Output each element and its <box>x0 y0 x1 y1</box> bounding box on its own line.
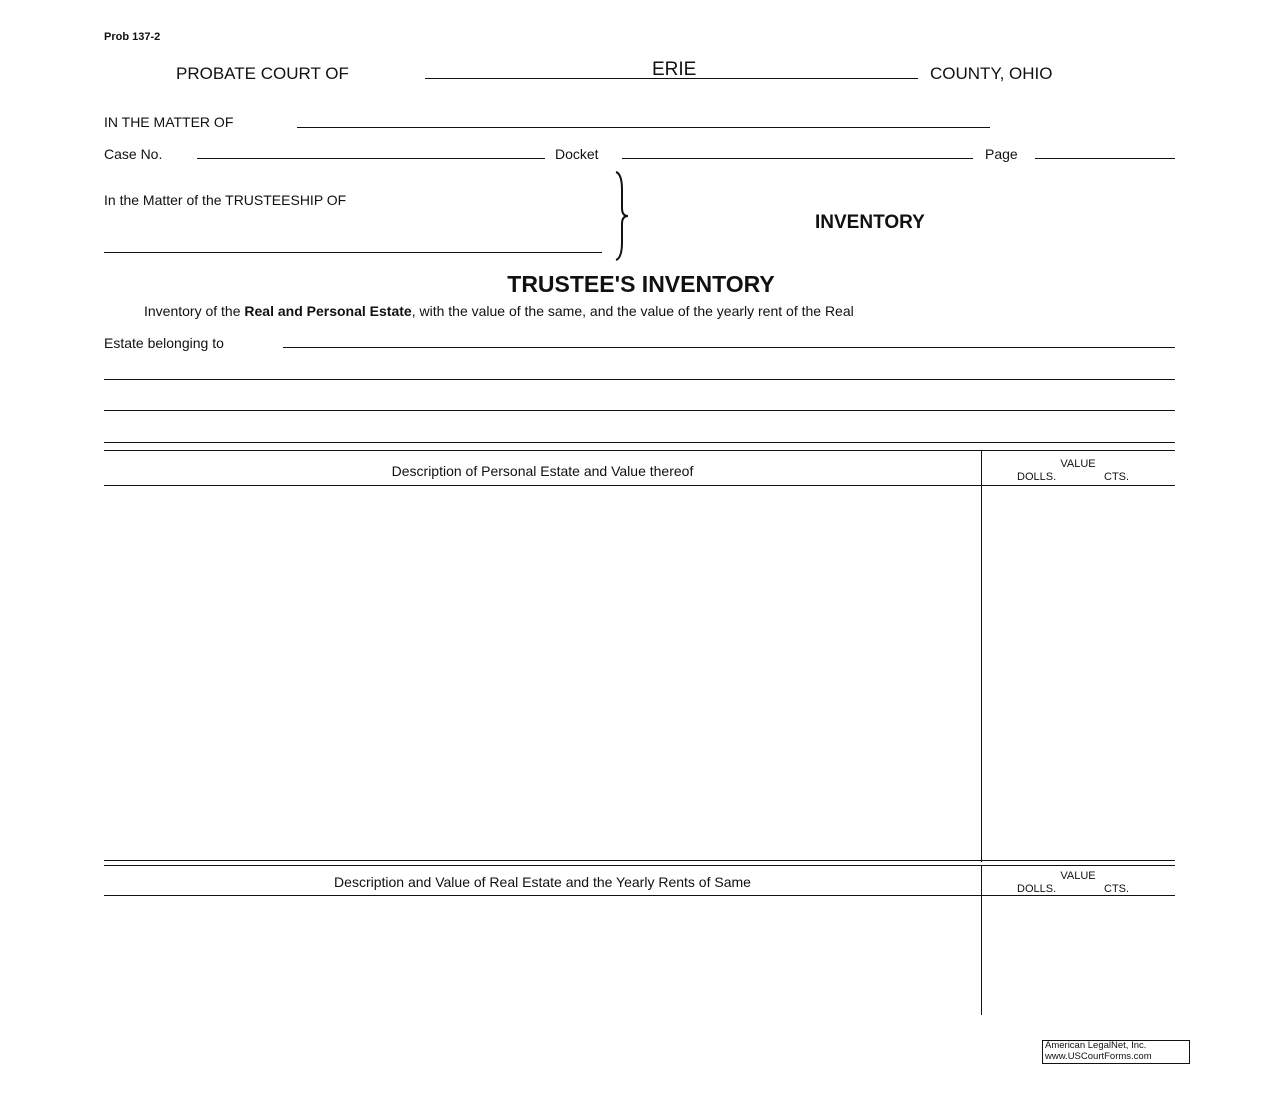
matter-field[interactable] <box>297 127 990 128</box>
intro-text <box>144 304 854 318</box>
personal-table-header: Description of Personal Estate and Value thereof <box>391 463 694 479</box>
cts-header: CTS. <box>1104 471 1130 483</box>
docket-label: Docket <box>555 146 599 162</box>
publisher-name: American LegalNet, Inc. <box>1045 1040 1147 1051</box>
estate-field-line[interactable] <box>104 410 1175 411</box>
value-header: VALUE <box>1060 870 1096 882</box>
dolls-header: DOLLS. <box>1017 471 1057 483</box>
side-title: INVENTORY <box>815 212 925 233</box>
estate-field-line[interactable] <box>104 379 1175 380</box>
intro-part2: , with the value of the same, and the value of the yearly rent of the Real <box>411 303 854 319</box>
county-field[interactable]: ERIE <box>652 59 697 80</box>
page-label: Page <box>985 146 1018 162</box>
docket-field[interactable] <box>622 158 973 159</box>
value-header: VALUE <box>1060 458 1096 470</box>
case-no-field[interactable] <box>197 158 545 159</box>
table-top-rule <box>104 450 1175 451</box>
estate-field-line[interactable] <box>104 442 1175 443</box>
real-estate-area[interactable] <box>104 896 981 1016</box>
intro-part1: Inventory of the <box>144 303 245 319</box>
page-field[interactable] <box>1035 158 1175 159</box>
cts-header: CTS. <box>1104 883 1130 895</box>
table-rule <box>104 865 1175 866</box>
brace-icon <box>610 170 634 262</box>
publisher-url: www.USCourtForms.com <box>1045 1050 1152 1062</box>
case-no-label: Case No. <box>104 146 163 162</box>
trusteeship-field[interactable] <box>104 252 602 253</box>
value-column-divider <box>981 450 982 862</box>
table-rule <box>104 860 1175 861</box>
value-column-divider <box>981 865 982 1015</box>
publisher-stamp <box>1042 1040 1190 1064</box>
county-suffix: COUNTY, OHIO <box>930 64 1053 83</box>
court-label: PROBATE COURT OF <box>176 64 349 83</box>
matter-label: IN THE MATTER OF <box>104 114 234 130</box>
form-id: Prob 137-2 <box>104 31 161 43</box>
personal-estate-area[interactable] <box>104 486 981 859</box>
page-title: TRUSTEE'S INVENTORY <box>507 271 775 297</box>
dolls-header: DOLLS. <box>1017 883 1057 895</box>
real-table-header: Description and Value of Real Estate and the Yearly Rents of Same <box>334 874 751 890</box>
trusteeship-label: In the Matter of the TRUSTEESHIP OF <box>104 192 347 208</box>
estate-label: Estate belonging to <box>104 335 224 351</box>
estate-field[interactable] <box>283 347 1175 348</box>
intro-bold: Real and Personal Estate <box>244 303 412 319</box>
